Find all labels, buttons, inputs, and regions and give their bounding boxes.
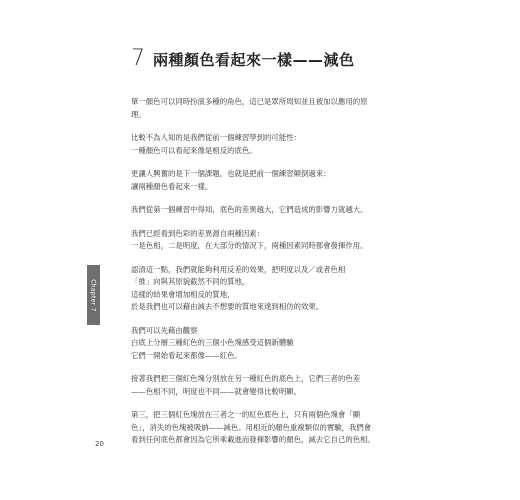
text-line: 我們已經看到色彩的差異源自兩種因素： xyxy=(131,228,265,238)
paragraph xyxy=(131,325,426,363)
text-line: 一是色相，二是明度，在大部分的情況下，兩種因素同時都會發揮作用。 xyxy=(131,241,368,250)
text-line: 一種顏色可以看起來像是相反的底色。 xyxy=(131,145,257,155)
text-line: 單一顏色可以同時扮演多種的角色，這已是眾所周知並且被加以應用的原 xyxy=(131,97,368,106)
text-line: 我們可以先藉由觀察 xyxy=(131,325,198,335)
chapter-side-tab xyxy=(87,265,100,325)
chapter-number: 7 xyxy=(131,46,145,71)
text-line: 白底上分層三種紅色的三個小色塊感受這個新體驗 xyxy=(131,338,294,347)
text-line: 更讓人興奮的是下一個課題，也就是把前一個練習顛倒過來： xyxy=(131,169,331,178)
text-line: 讓兩種顏色看起來一樣。 xyxy=(131,181,213,191)
paragraph xyxy=(131,373,426,398)
text-line: 第三，把三個紅色塊放在三者之一的紅色底色上，只有兩個色塊會「顯 xyxy=(131,410,361,419)
chapter-title xyxy=(131,46,355,71)
paragraph xyxy=(131,264,426,314)
text-line: 接著我們把三個紅色塊分別放在另一種紅色的底色上，它們三者的色差 xyxy=(131,374,361,383)
text-line: 它們一開始看起來都像——紅色。 xyxy=(131,350,242,360)
body-text xyxy=(131,96,426,458)
text-line: 看到任何底色都會因為它所乘載進而發揮影響的顏色，減去它自己的色相。 xyxy=(131,435,375,444)
text-line: 我們從第一個練習中得知，底色的差異越大，它們造成的影響力就越大。 xyxy=(131,205,368,214)
paragraph xyxy=(131,168,426,193)
text-line: 這樣的結果會增加相反的質地， xyxy=(131,289,235,299)
chapter-heading: 兩種顏色看起來一樣——減色 xyxy=(153,51,355,69)
text-line: 色」，消失的色塊被吸納——減色。用相近的顏色重複類似的實驗，我們會 xyxy=(131,422,372,432)
page-number: 20 xyxy=(95,440,104,448)
paragraph xyxy=(131,132,426,157)
paragraph xyxy=(131,409,426,447)
text-line: ——色相不同，明度也不同——就會變得比較明顯。 xyxy=(131,386,301,396)
paragraph xyxy=(131,228,426,253)
text-line: 比較不為人知的是我們從前一個練習學到的可能性： xyxy=(131,133,301,142)
side-tab-label: Chapter 7 xyxy=(90,278,98,312)
text-line: 於是我們也可以藉由減去不想要的質地來達到相仿的效果。 xyxy=(131,302,324,311)
text-line: 認清這一點，我們就能夠利用反差的效果，把明度以及／或者色相 xyxy=(131,264,346,274)
text-line: 「推」向與其原貌截然不同的質地， xyxy=(131,277,250,286)
paragraph xyxy=(131,96,426,121)
text-line: 理。 xyxy=(131,109,146,119)
paragraph xyxy=(131,204,426,217)
